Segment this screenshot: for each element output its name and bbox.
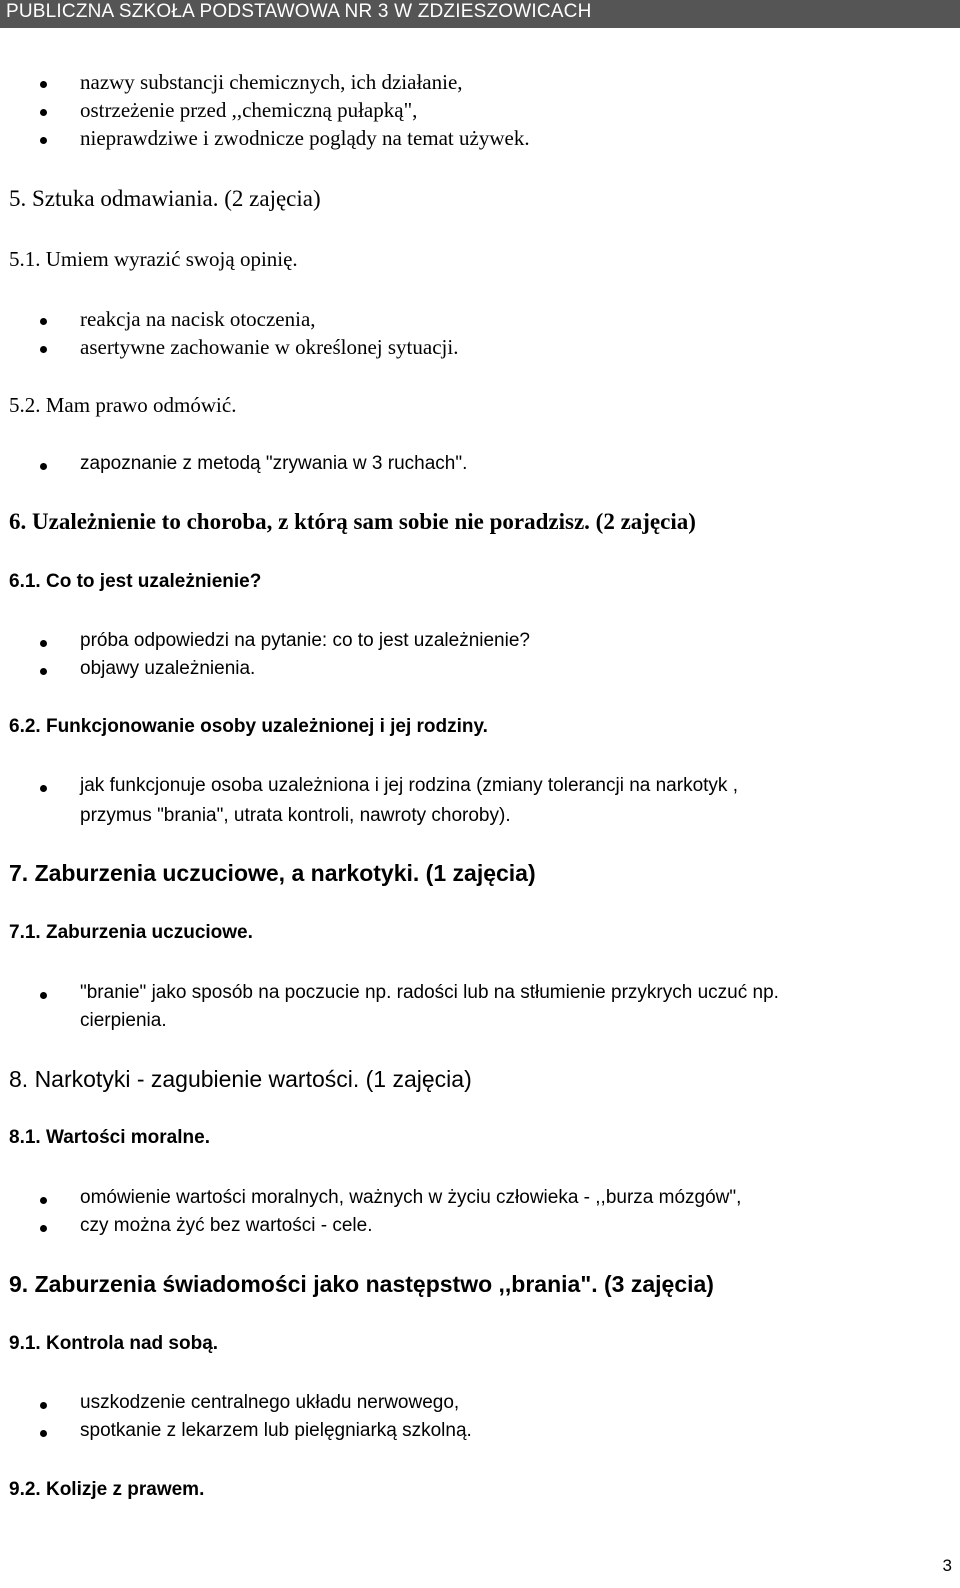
page-number: 3 (942, 1556, 952, 1575)
list-item: nieprawdziwe i zwodnicze poglądy na temat używek. (80, 126, 530, 150)
section-heading: 5. Sztuka odmawiania. (2 zajęcia) (9, 186, 321, 211)
list-item: "branie" jako sposób na poczucie np. radości lub na stłumienie przykrych uczuć np. (80, 982, 779, 1003)
subsection-heading: 9.2. Kolizje z prawem. (9, 1479, 205, 1500)
list-item: jak funkcjonuje osoba uzależniona i jej rodzina (zmiany tolerancji na narkotyk , (80, 775, 738, 796)
subsection-heading: 7.1. Zaburzenia uczuciowe. (9, 922, 253, 943)
bullet-icon (40, 137, 47, 144)
bullet-icon (40, 318, 47, 325)
list-item: omówienie wartości moralnych, ważnych w życiu człowieka - ,,burza mózgów", (80, 1187, 742, 1208)
bullet-icon (40, 668, 47, 675)
list-item: zapoznanie z metodą "zrywania w 3 ruchach". (80, 453, 468, 474)
list-item: nazwy substancji chemicznych, ich działanie, (80, 70, 463, 94)
section-heading: 8. Narkotyki - zagubienie wartości. (1 zajęcia) (9, 1066, 472, 1092)
subsection-heading: 6.1. Co to jest uzależnienie? (9, 571, 262, 592)
subsection-heading: 6.2. Funkcjonowanie osoby uzależnionej i jej rodziny. (9, 716, 488, 737)
list-item: próba odpowiedzi na pytanie: co to jest uzależnienie? (80, 630, 530, 651)
bullet-icon (40, 346, 47, 353)
bullet-icon (40, 640, 47, 647)
bullet-icon (40, 1430, 47, 1437)
section-heading: 9. Zaburzenia świadomości jako następstwo ,,brania". (3 zajęcia) (9, 1271, 714, 1297)
list-item: spotkanie z lekarzem lub pielęgniarką szkolną. (80, 1420, 472, 1441)
list-item-continuation: przymus "brania", utrata kontroli, nawroty choroby). (80, 805, 511, 826)
subsection-heading: 9.1. Kontrola nad sobą. (9, 1333, 219, 1354)
bullet-icon (40, 1197, 47, 1204)
list-item-continuation: cierpienia. (80, 1010, 167, 1031)
bullet-icon (40, 109, 47, 116)
list-item: uszkodzenie centralnego układu nerwowego, (80, 1392, 460, 1413)
bullet-icon (40, 1402, 47, 1409)
header-title: PUBLICZNA SZKOŁA PODSTAWOWA NR 3 W ZDZIESZOWICACH (6, 1, 592, 22)
list-item: objawy uzależnienia. (80, 658, 256, 679)
subsection-heading: 8.1. Wartości moralne. (9, 1127, 210, 1148)
bullet-icon (40, 81, 47, 88)
bullet-icon (40, 992, 47, 999)
subsection-heading: 5.1. Umiem wyrazić swoją opinię. (9, 247, 298, 271)
bullet-icon (40, 1225, 47, 1232)
section-heading: 7. Zaburzenia uczuciowe, a narkotyki. (1 zajęcia) (9, 860, 536, 886)
bullet-icon (40, 463, 47, 470)
subsection-heading: 5.2. Mam prawo odmówić. (9, 393, 237, 417)
list-item: asertywne zachowanie w określonej sytuacji. (80, 335, 459, 359)
page-header (0, 0, 960, 28)
list-item: reakcja na nacisk otoczenia, (80, 307, 316, 331)
section-heading: 6. Uzależnienie to choroba, z którą sam sobie nie poradzisz. (2 zajęcia) (9, 509, 696, 534)
list-item: ostrzeżenie przed ,,chemiczną pułapką", (80, 98, 418, 122)
bullet-icon (40, 785, 47, 792)
list-item: czy można żyć bez wartości - cele. (80, 1215, 373, 1236)
